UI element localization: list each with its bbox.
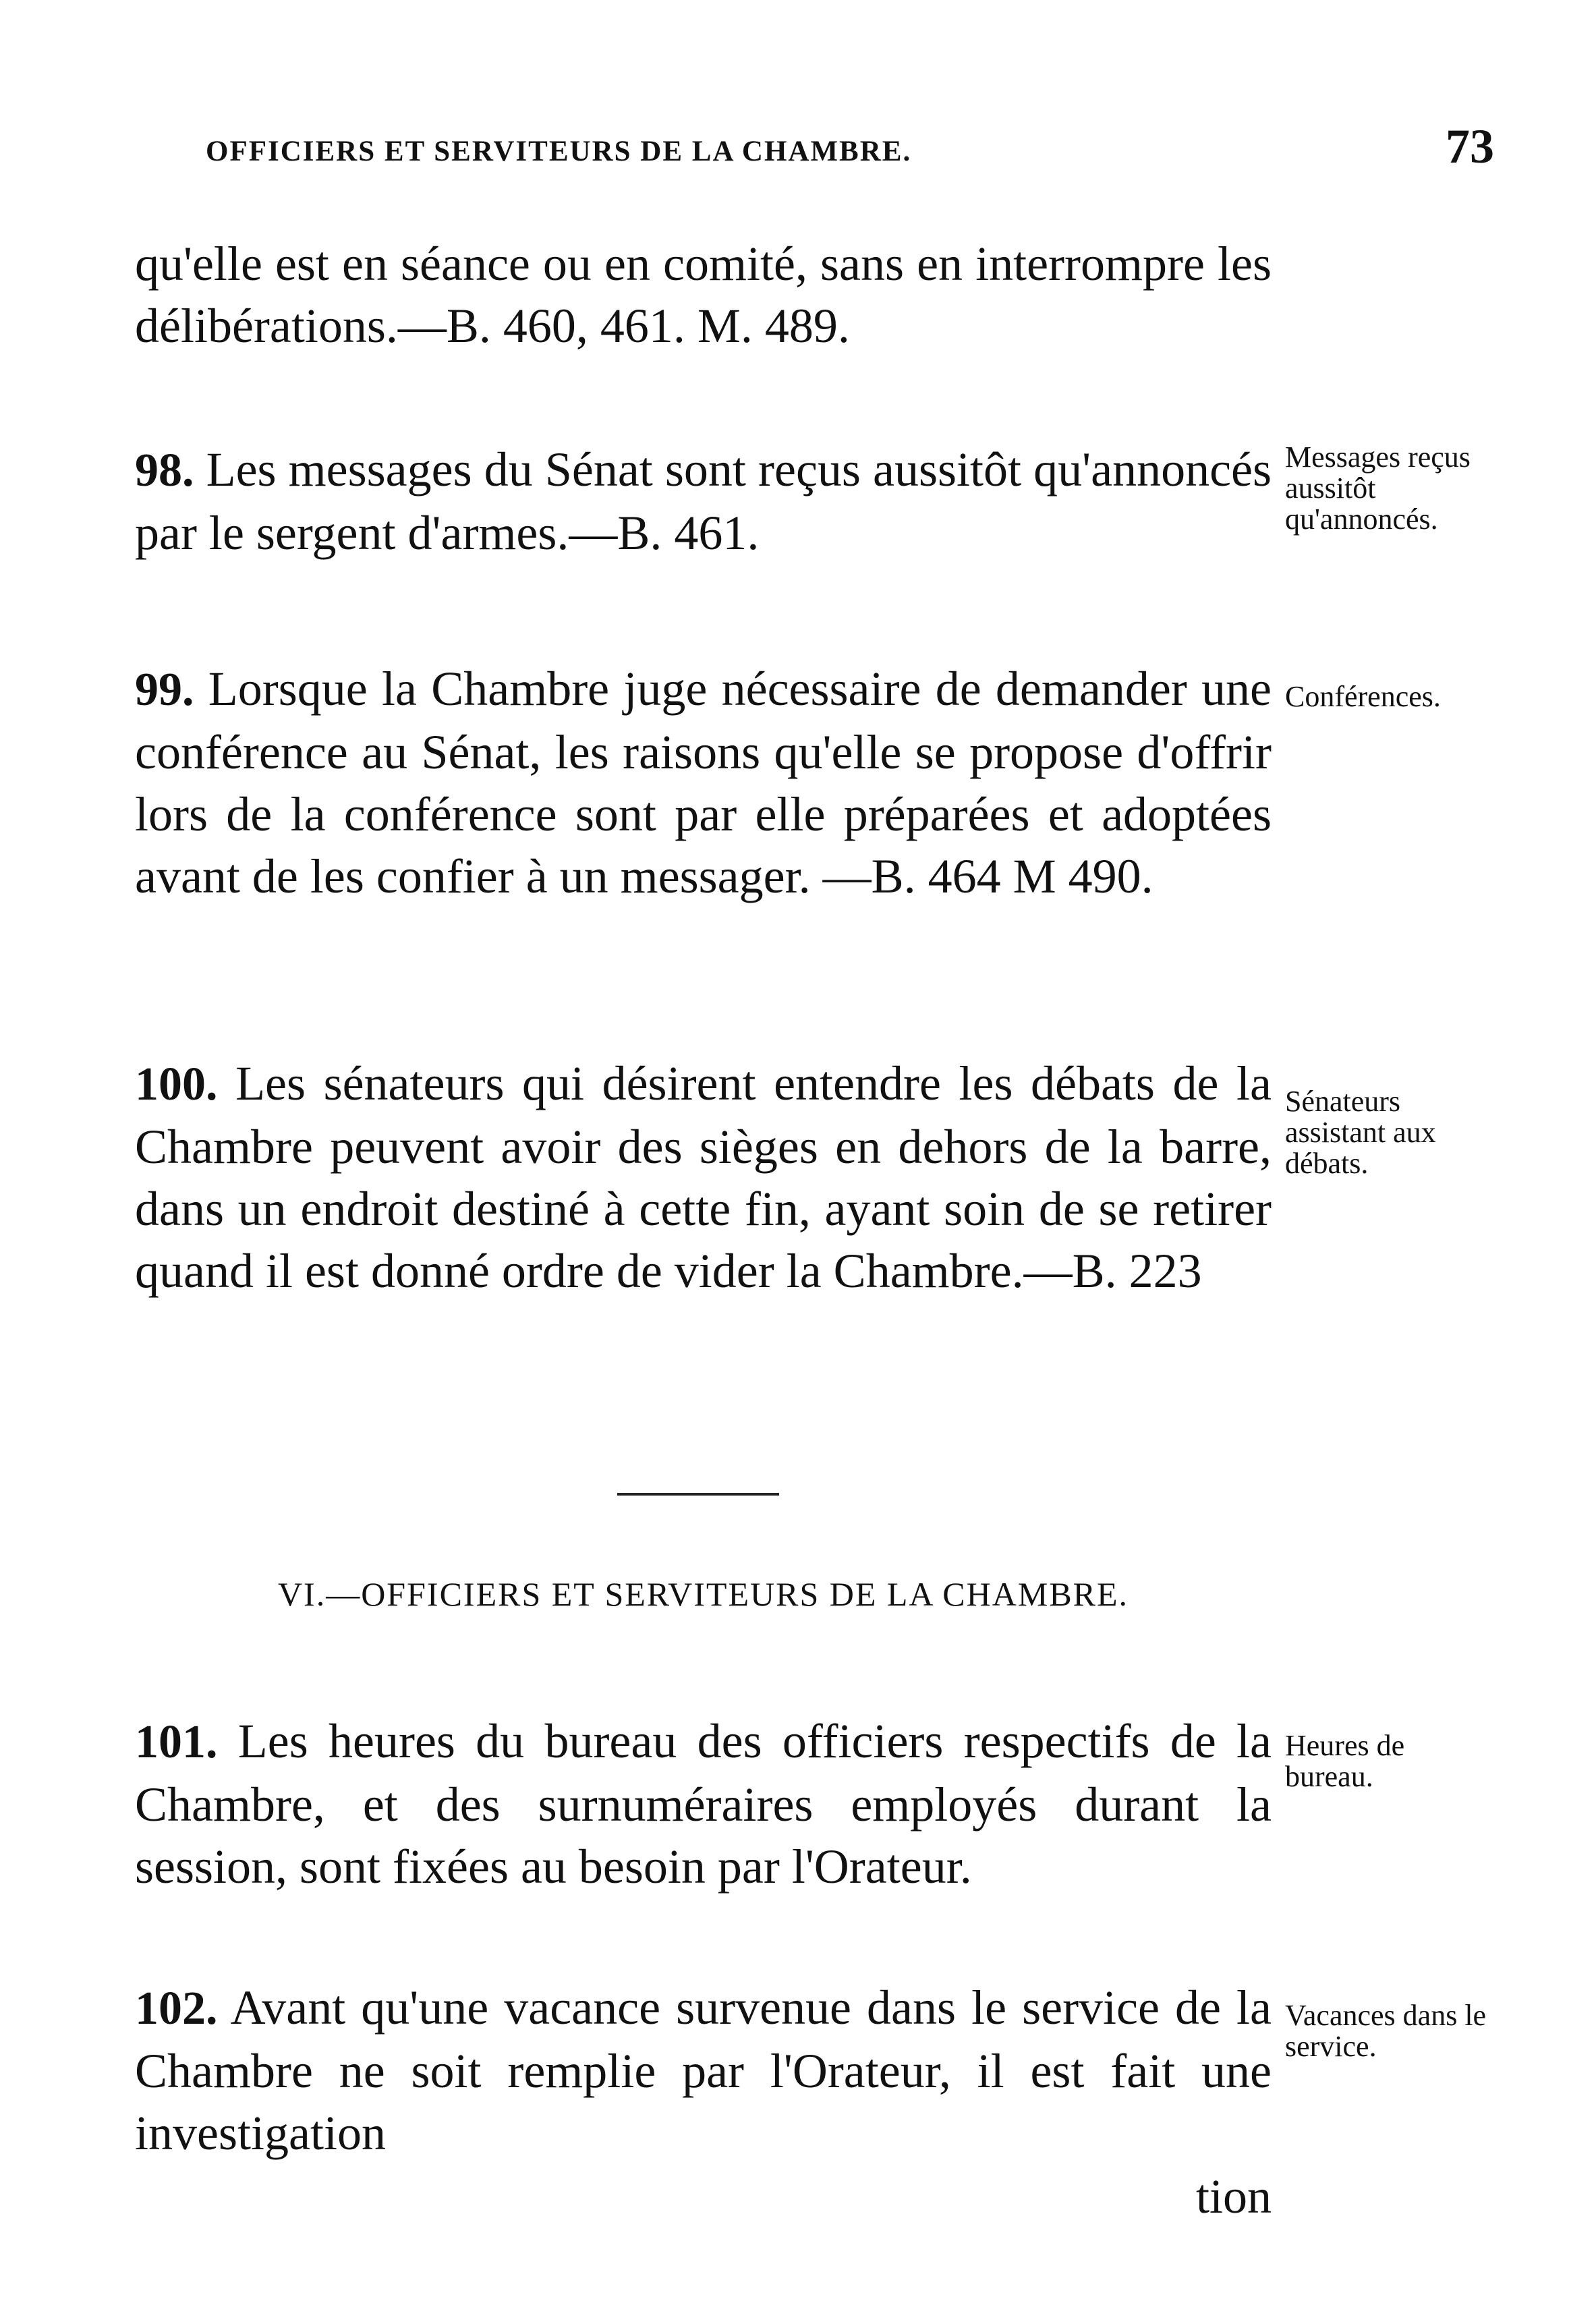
running-title: OFFICIERS ET SERVITEURS DE LA CHAMBRE. xyxy=(206,136,912,167)
rule-number: 102. xyxy=(135,1983,218,2035)
rule-number: 99. xyxy=(135,664,194,716)
page-header xyxy=(206,119,1494,179)
margin-note-101: Heures de bureau. xyxy=(1285,1729,1405,1793)
rule-102 xyxy=(135,1977,1272,2164)
margin-note-98: Messages reçus aussitôt qu'annoncés. xyxy=(1285,441,1471,536)
rule-99 xyxy=(135,658,1272,907)
rule-100 xyxy=(135,1052,1272,1302)
rule-text: Les messages du Sénat sont reçus aussitôt qu'annoncés par le sergent d'armes.—B. 461. xyxy=(135,443,1272,560)
section-divider xyxy=(617,1493,779,1496)
rule-number: 98. xyxy=(135,445,194,496)
catchword: tion xyxy=(1195,2169,1272,2223)
margin-note-99: Conférences. xyxy=(1285,680,1441,713)
rule-98 xyxy=(135,438,1272,564)
rule-text: Les heures du bureau des officiers respectifs de la Chambre, et des surnuméraires employés durant la session, sont fixées au besoin par l'Orateur. xyxy=(135,1714,1272,1894)
margin-note-102: Vacances dans le service. xyxy=(1285,1999,1487,2063)
paragraph-text: qu'elle est en séance ou en comité, sans en interrompre les délibérations.—B. 460, 461. M. 489. xyxy=(135,237,1272,353)
rule-text: Les sénateurs qui désirent entendre les débats de la Chambre peuvent avoir des sièges en dehors de la barre, dans un endroit destiné à cette fin, ayant soin de se retirer quand il est donné ordre de vider la Chambre.—B. 223 xyxy=(135,1056,1272,1298)
rule-number: 101. xyxy=(135,1716,218,1768)
rule-101 xyxy=(135,1710,1272,1898)
margin-note-100: Sénateurs assistant aux débats. xyxy=(1285,1085,1436,1180)
rule-number: 100. xyxy=(135,1058,218,1110)
rule-text: Lorsque la Chambre juge nécessaire de demander une conférence au Sénat, les raisons qu'elle se propose d'offrir lors de la conférence sont par elle préparées et adoptées avant de les confier à un messager. —B. 464 M 490. xyxy=(135,662,1272,903)
rule-text: Avant qu'une vacance survenue dans le service de la Chambre ne soit remplie par l'Orateur, il est fait une investigation xyxy=(135,1981,1272,2160)
page-number: 73 xyxy=(1446,119,1494,173)
section-heading: VI.—OFFICIERS ET SERVITEURS DE LA CHAMBRE. xyxy=(277,1575,1129,1613)
paragraph-continuation xyxy=(135,233,1272,357)
